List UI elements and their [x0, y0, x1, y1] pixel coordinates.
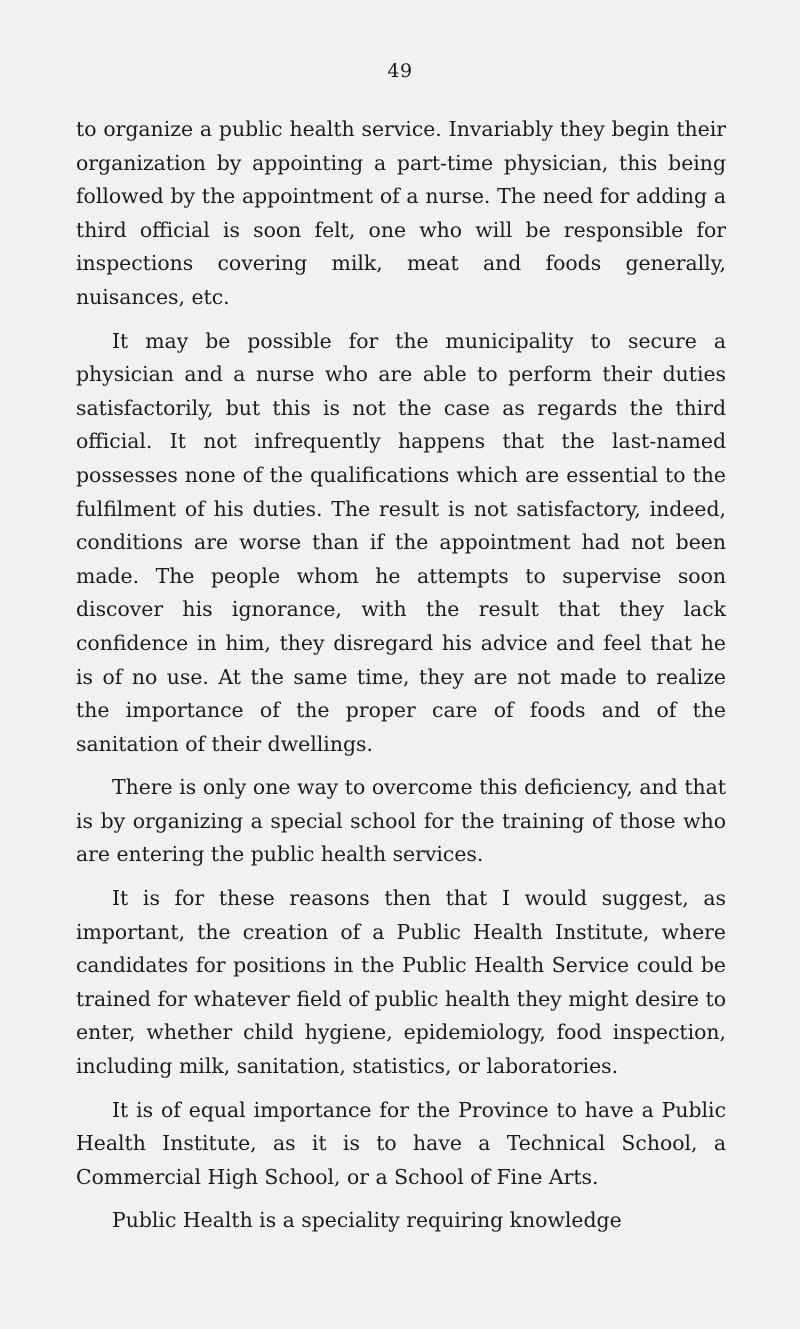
paragraph-4: It is for these reasons then that I would suggest, as important, the creation of a Public Health Institute, where candidates for positions in the Public Health Service could be trained for whatever field of public health they might desire to enter, whether child hygiene, epidemiology, food inspection, including milk, sanitation, statistics, or laboratories. [76, 886, 726, 1079]
paragraph-5: It is of equal importance for the Province to have a Public Health Institute, as it is to have a Technical School, a Commercial High School, or a School of Fine Arts. [76, 1097, 726, 1189]
page-number: 49 [387, 60, 413, 82]
paragraph-2: It may be possible for the municipality to secure a physician and a nurse who are able to perform their duties satisfactorily, but this is not the case as regards the third official. It not infrequently happens that the last-named possesses none of the qualifications which are essential to the fulfilment of his duties. The result is not satisfactory, indeed, conditions are worse than if the appointment had not been made. The people whom he attempts to supervise soon discover his ignorance, with the result that they lack confidence in him, they disregard his advice and feel that he is of no use. At the same time, they are not made to realize the importance of the proper care of foods and of the sanitation of their dwellings. [76, 328, 726, 756]
body-text [76, 113, 726, 1248]
paragraph-1: to organize a public health service. Invariably they begin their organization by appointing a part-time physician, this being followed by the appointment of a nurse. The need for adding a third official is soon felt, one who will be responsible for inspections covering milk, meat and foods generally, nuisances, etc. [76, 117, 726, 309]
paragraph-6: Public Health is a speciality requiring knowledge [112, 1208, 622, 1233]
paragraph-3: There is only one way to overcome this deficiency, and that is by organizing a special school for the training of those who are entering the public health services. [76, 775, 726, 867]
